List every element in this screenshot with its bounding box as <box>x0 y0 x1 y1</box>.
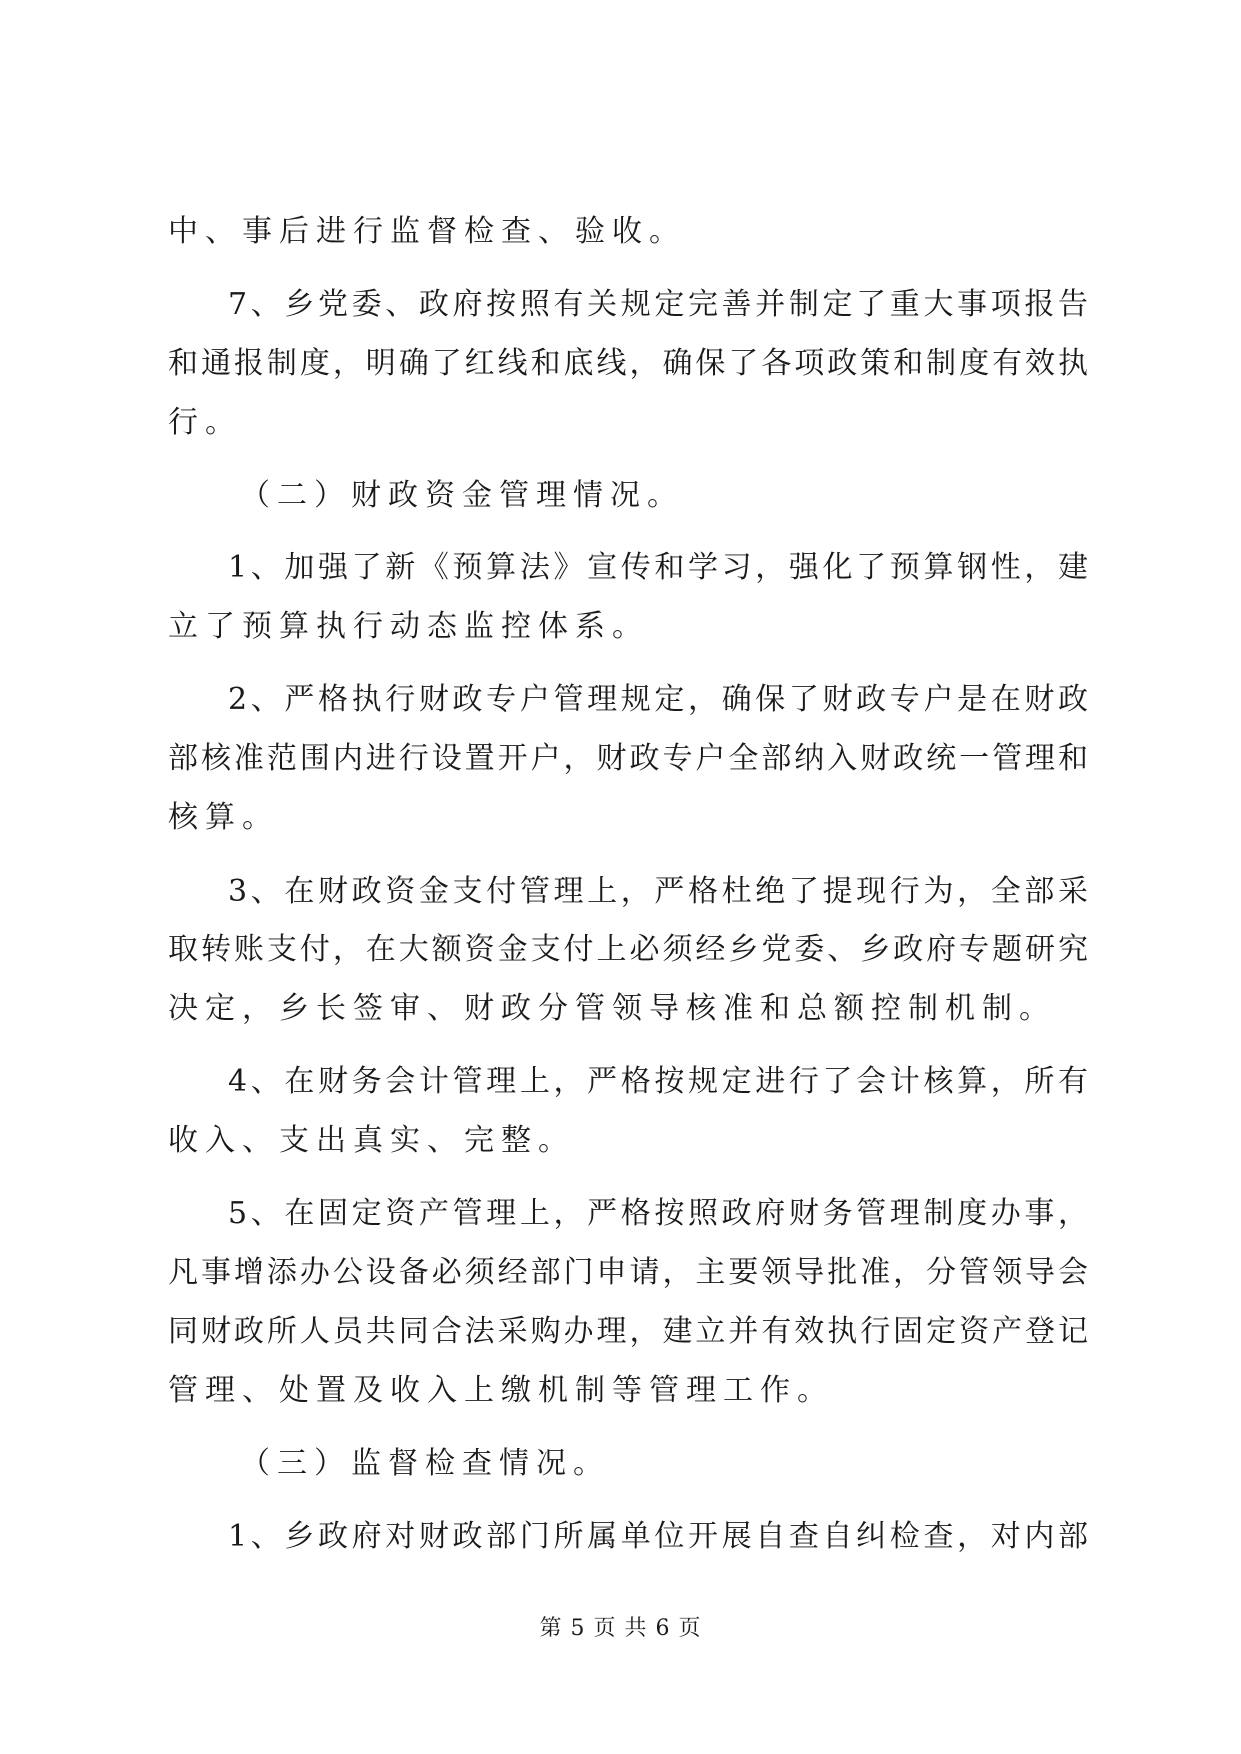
paragraph-2-line-2: 部核准范围内进行设置开户，财政专户全部纳入财政统一管理和 <box>168 741 1088 776</box>
paragraph-5-line-4: 管理、处置及收入上缴机制等管理工作。 <box>168 1373 834 1408</box>
paragraph-5-line-2: 凡事增添办公设备必须经部门申请，主要领导批准，分管领导会 <box>168 1255 1088 1290</box>
paragraph-4-line-1: 4、在财务会计管理上，严格按规定进行了会计核算，所有 <box>228 1064 1088 1099</box>
paragraph-2-line-3: 核算。 <box>168 800 279 835</box>
paragraph-3-line-2: 取转账支付，在大额资金支付上必须经乡党委、乡政府专题研究 <box>168 932 1088 967</box>
paragraph-7-line-2: 和通报制度，明确了红线和底线，确保了各项政策和制度有效执 <box>168 346 1088 381</box>
page-footer: 第 5 页 共 6 页 <box>539 1616 702 1641</box>
paragraph-last-line-1: 1、乡政府对财政部门所属单位开展自查自纠检查，对内部 <box>228 1519 1088 1554</box>
paragraph-1-line-2: 立了预算执行动态监控体系。 <box>168 609 649 644</box>
paragraph-3-line-1: 3、在财政资金支付管理上，严格杜绝了提现行为，全部采 <box>228 874 1088 909</box>
paragraph-2-line-1: 2、严格执行财政专户管理规定，确保了财政专户是在财政 <box>228 682 1088 717</box>
paragraph-7-line-1: 7、乡党委、政府按照有关规定完善并制定了重大事项报告 <box>228 287 1088 322</box>
paragraph-5-line-3: 同财政所人员共同合法采购办理，建立并有效执行固定资产登记 <box>168 1314 1088 1349</box>
body-line-1: 中、事后进行监督检查、验收。 <box>168 214 686 249</box>
section-heading-3: （三）监督检查情况。 <box>240 1446 610 1481</box>
paragraph-4-line-2: 收入、支出真实、完整。 <box>168 1123 575 1158</box>
paragraph-1-line-1: 1、加强了新《预算法》宣传和学习，强化了预算钢性，建 <box>228 550 1088 585</box>
section-heading-2: （二）财政资金管理情况。 <box>240 478 684 513</box>
paragraph-7-line-3: 行。 <box>168 405 242 440</box>
paragraph-3-line-3: 决定，乡长签审、财政分管领导核准和总额控制机制。 <box>168 991 1056 1026</box>
paragraph-5-line-1: 5、在固定资产管理上，严格按照政府财务管理制度办事， <box>228 1196 1088 1231</box>
